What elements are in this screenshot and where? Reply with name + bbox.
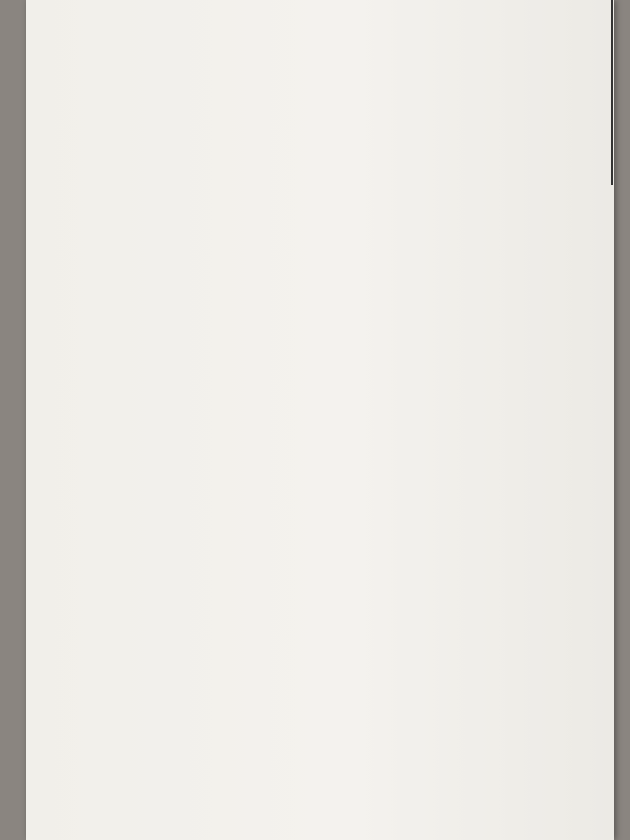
toc-page xyxy=(26,0,614,840)
page-edge-rule xyxy=(611,0,613,185)
